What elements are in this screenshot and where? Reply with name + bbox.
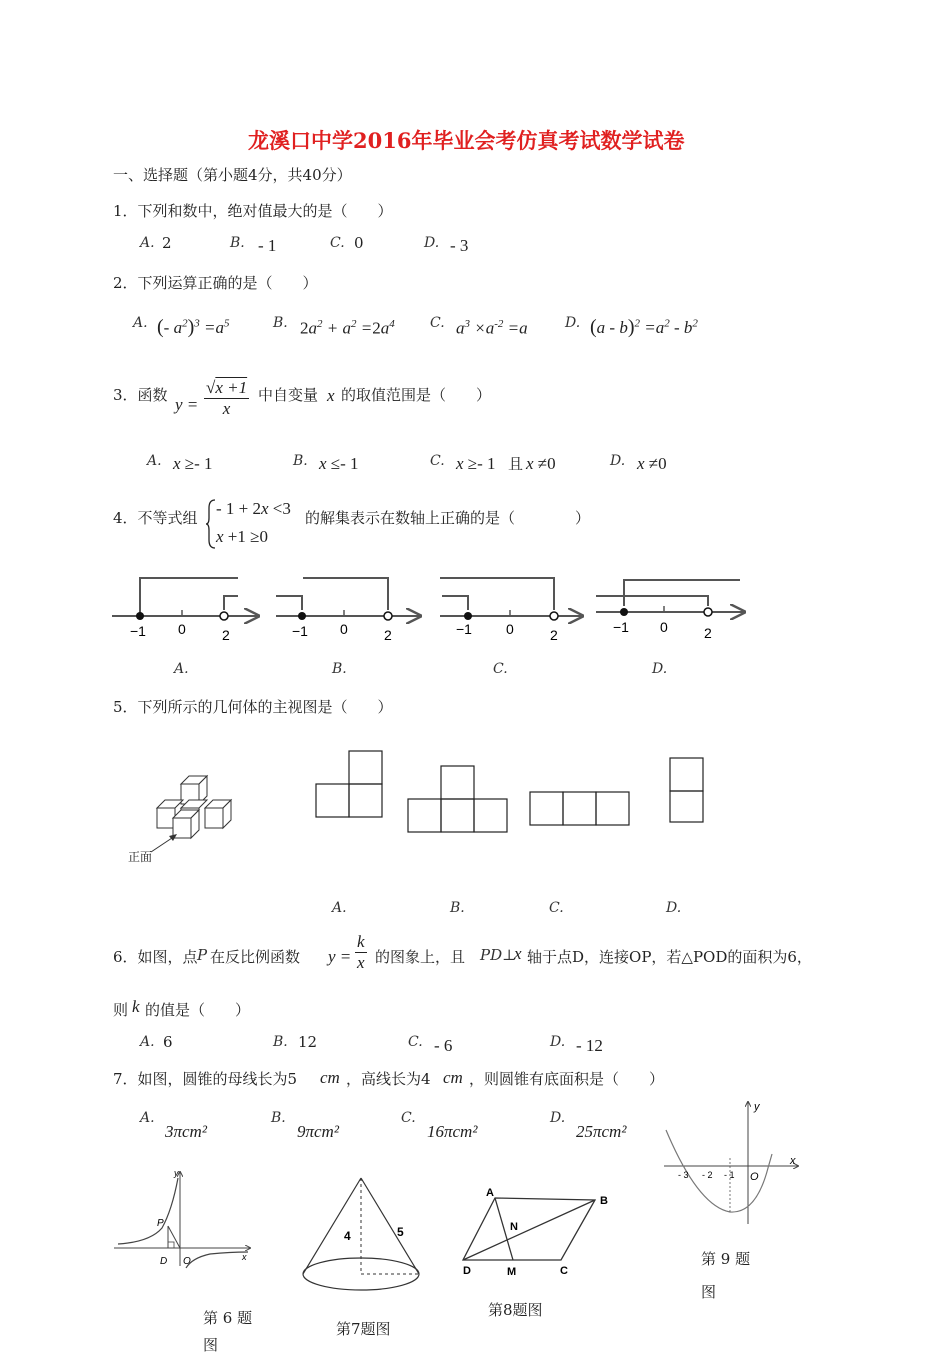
svg-text:x: x — [242, 1252, 247, 1262]
q2-opt-d-label: D. — [565, 315, 581, 331]
figure-7 — [295, 1170, 425, 1300]
q6-point-p: P — [197, 946, 208, 964]
view-a-cell — [316, 784, 349, 817]
q2-opt-b-expr: $2a^2 + a^2 =2a^4$ — [300, 318, 395, 338]
svg-text:y: y — [754, 1101, 760, 1113]
q3-opt-b-expr: x ≤- 1 — [319, 454, 359, 473]
q1-opt-d-value: - 3 — [450, 236, 469, 255]
q3-opt-a-expr: x ≥- 1 — [173, 454, 213, 473]
number-line-a — [112, 578, 258, 643]
q7-opt-c-value: 16πcm² — [427, 1122, 478, 1141]
q5-stem: 5．下列所示的几何体的主视图是（ ） — [113, 698, 393, 716]
svg-text:A: A — [486, 1187, 494, 1199]
q1-opt-c-value: 0 — [354, 234, 364, 252]
svg-text:- 1: - 1 — [724, 1170, 735, 1180]
q7-opt-c-label: C. — [401, 1110, 416, 1126]
q3-opt-c-expr2: x ≠0 — [526, 454, 556, 473]
q6-opt-a-label: A. — [140, 1034, 155, 1050]
q2-stem: 2．下列运算正确的是（ ） — [113, 274, 318, 292]
q7-opt-a-label: A. — [140, 1110, 155, 1126]
svg-text:0: 0 — [506, 621, 514, 637]
svg-text:−1: −1 — [456, 621, 472, 637]
q4-label-b: B. — [332, 661, 347, 677]
fig8-caption: 第8题图 — [488, 1301, 543, 1319]
q3-prefix: 3．函数 — [113, 386, 168, 404]
q3-opt-c-label: C. — [430, 453, 445, 469]
svg-text:N: N — [510, 1221, 518, 1233]
svg-text:C: C — [560, 1265, 568, 1277]
q7-opt-b-value: 9πcm² — [297, 1122, 339, 1141]
q3-opt-b-label: B. — [293, 453, 308, 469]
q3-fraction: $\frac{√x +1}{x}$ — [206, 378, 248, 418]
svg-text:2: 2 — [384, 627, 392, 643]
svg-text:- 2: - 2 — [702, 1170, 713, 1180]
q6-p1: 6．如图，点 — [113, 948, 198, 966]
svg-text:2: 2 — [550, 627, 558, 643]
tick-2: 2 — [222, 627, 230, 643]
q4-label-a: A. — [174, 661, 189, 677]
q3-opt-d-expr: x ≠0 — [637, 454, 667, 473]
q3-opt-a-label: A. — [147, 453, 162, 469]
svg-text:−1: −1 — [292, 623, 308, 639]
q5-label-b: B. — [450, 900, 465, 916]
q6-pd-perp: PD⊥ — [480, 946, 517, 964]
tick-neg1: −1 — [130, 623, 146, 639]
q4-number-lines — [110, 570, 760, 650]
fig9-caption: 第 9 题 — [701, 1250, 751, 1268]
q4-ineq-2: x +1 ≥0 — [216, 527, 268, 546]
q5-view-options — [310, 745, 740, 840]
q4-label-c: C. — [493, 661, 508, 677]
q1-opt-a-value: 2 — [162, 234, 172, 252]
figure-6 — [110, 1160, 260, 1270]
q6-opt-b-value: 12 — [298, 1033, 318, 1051]
q1-opt-d-label: D. — [424, 235, 440, 251]
q3-opt-c-conj: 且 — [508, 455, 524, 473]
svg-text:x: x — [790, 1155, 796, 1167]
svg-text:D: D — [160, 1256, 168, 1267]
q7-opt-b-label: B. — [271, 1110, 286, 1126]
svg-text:O: O — [750, 1171, 759, 1183]
q6-fraction: $\frac{k}{x}$ — [357, 932, 365, 972]
page-title: 龙溪口中学2016年毕业会考仿真考试数学试卷 — [248, 128, 685, 153]
svg-text:0: 0 — [660, 619, 668, 635]
q6-opt-a-value: 6 — [163, 1033, 173, 1051]
q1-opt-a-label: A. — [140, 235, 155, 251]
figure-9 — [660, 1096, 805, 1226]
q6-opt-c-value: - 6 — [434, 1036, 453, 1055]
q1-stem: 1．下列和数中，绝对值最大的是（ ） — [113, 202, 393, 220]
svg-text:- 3: - 3 — [678, 1170, 689, 1180]
fig7-caption: 第7题图 — [336, 1320, 391, 1338]
q2-opt-a-label: A. — [133, 315, 148, 331]
svg-text:−1: −1 — [613, 619, 629, 635]
q7-p1: 7．如图，圆锥的母线长为5 — [113, 1070, 298, 1088]
q6-x: x — [514, 944, 522, 963]
figure-8 — [455, 1180, 620, 1280]
q1-opt-c-label: C. — [330, 235, 345, 251]
q6-p4: 轴于点D，连接OP，若△POD的面积为6， — [527, 948, 812, 966]
q2-opt-a-expr: (- $a^2)^3 =a^5$ — [157, 316, 230, 338]
number-line-b — [276, 578, 420, 643]
q7-unit-1: cm — [320, 1068, 340, 1087]
q5-label-c: C. — [549, 900, 564, 916]
q6-line2b: 的值是（ ） — [145, 1001, 251, 1019]
q6-opt-d-value: - 12 — [576, 1036, 603, 1055]
svg-text:B: B — [600, 1195, 608, 1207]
svg-text:P: P — [157, 1218, 164, 1229]
q7-opt-d-value: 25πcm² — [576, 1122, 627, 1141]
q6-k: k — [132, 997, 140, 1016]
q3-mid: 中自变量 — [258, 386, 319, 404]
q1-opt-b-label: B. — [230, 235, 245, 251]
q5-front-label: 正面 — [128, 850, 153, 864]
q2-opt-c-label: C. — [430, 315, 445, 331]
fig6-caption: 第 6 题 — [203, 1309, 253, 1327]
q4-ineq-1: - 1 + 2x <3 — [216, 499, 291, 518]
q2-opt-c-expr: $a^3 \times a^{-2} =a$ — [456, 318, 528, 338]
svg-text:4: 4 — [344, 1229, 351, 1243]
fig9-caption-2: 图 — [701, 1283, 717, 1301]
svg-text:M: M — [507, 1266, 517, 1278]
q7-p3: ，则圆锥有底面积是（ ） — [469, 1070, 665, 1088]
q1-opt-b-value: - 1 — [258, 236, 277, 255]
number-line-c — [440, 578, 582, 643]
tick-0: 0 — [178, 621, 186, 637]
svg-text:y: y — [174, 1168, 179, 1178]
q6-y: y = — [328, 947, 352, 966]
q7-opt-a-value: 3πcm² — [165, 1122, 207, 1141]
q7-p2: ，高线长为4 — [346, 1070, 431, 1088]
q3-suffix: 的取值范围是（ ） — [341, 386, 492, 404]
q7-unit-2: cm — [443, 1068, 463, 1087]
section-heading: 一、选择题（第小题4分，共40分） — [113, 166, 352, 184]
fig6-caption-2: 图 — [203, 1336, 219, 1354]
q6-opt-d-label: D. — [550, 1034, 566, 1050]
q3-x: x — [327, 386, 335, 405]
svg-text:2: 2 — [704, 625, 712, 641]
q6-p2: 在反比例函数 — [210, 948, 301, 966]
q5-label-a: A. — [332, 900, 347, 916]
q6-opt-c-label: C. — [408, 1034, 423, 1050]
q2-opt-b-label: B. — [273, 315, 288, 331]
svg-text:O: O — [183, 1256, 191, 1267]
svg-text:5: 5 — [397, 1225, 404, 1239]
q4-prefix: 4．不等式组 — [113, 509, 198, 527]
q6-opt-b-label: B. — [273, 1034, 288, 1050]
q4-label-d: D. — [652, 661, 668, 677]
q4-suffix: 的解集表示在数轴上正确的是（ ） — [305, 509, 591, 527]
q6-p3: 的图象上，且 — [375, 948, 466, 966]
q3-opt-d-label: D. — [610, 453, 626, 469]
q6-line2a: 则 — [113, 1001, 129, 1019]
svg-text:D: D — [463, 1265, 471, 1277]
q2-opt-d-expr: $(a - b)^2 =a^2 - b^2$ — [590, 316, 698, 338]
q7-opt-d-label: D. — [550, 1110, 566, 1126]
number-line-d — [596, 580, 744, 641]
q3-y: y = — [175, 395, 199, 414]
svg-text:0: 0 — [340, 621, 348, 637]
q3-opt-c-expr1: x ≥- 1 — [456, 454, 496, 473]
q5-label-d: D. — [666, 900, 682, 916]
